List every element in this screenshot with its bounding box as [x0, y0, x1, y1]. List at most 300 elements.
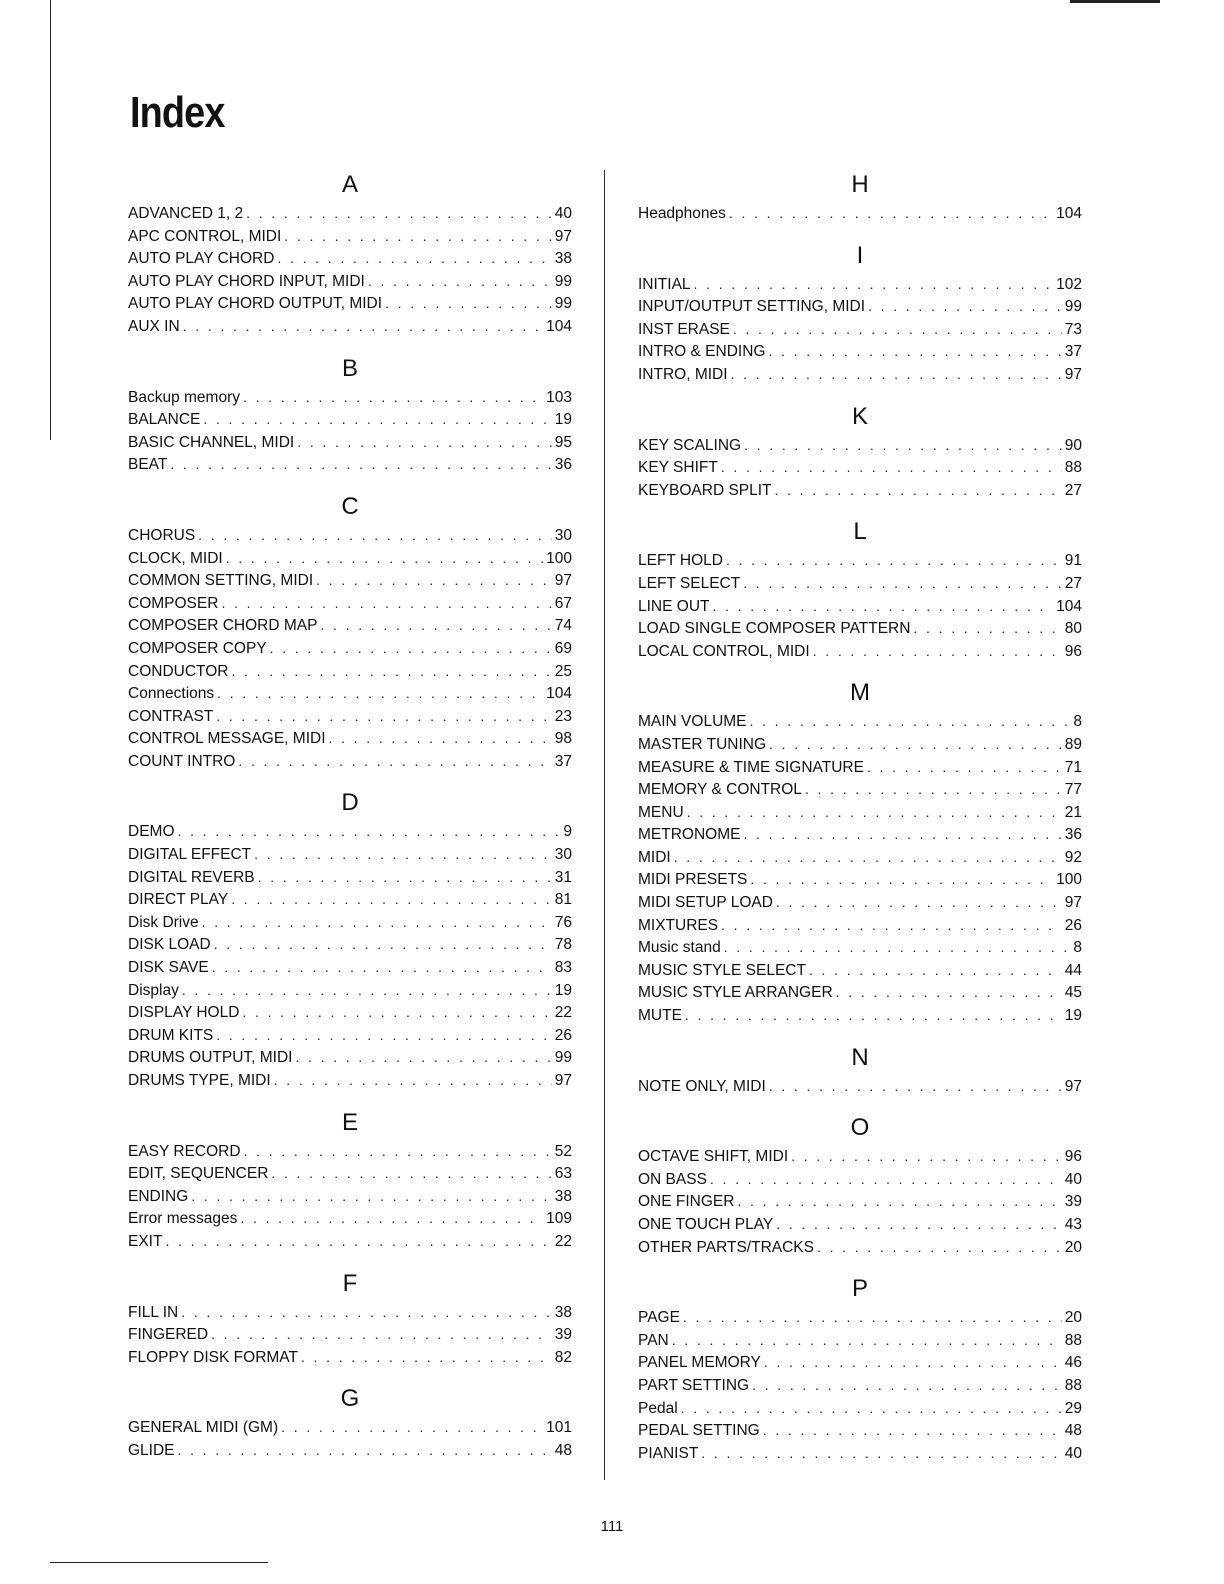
- dot-leader: [672, 1329, 1062, 1352]
- entry-page: 99: [554, 1049, 572, 1067]
- entry-term: DISK SAVE: [128, 959, 209, 977]
- section-gap: [128, 476, 572, 490]
- dot-leader: [750, 710, 1071, 733]
- entry-term: MUSIC STYLE ARRANGER: [638, 984, 833, 1002]
- section-letter: A: [341, 171, 358, 198]
- dot-leader: [813, 640, 1062, 663]
- entry-page: 88: [1064, 459, 1082, 477]
- section-letter: E: [341, 1108, 358, 1136]
- dot-leader: [170, 453, 551, 476]
- index-entry: [638, 1075, 1082, 1098]
- index-entry: [128, 1024, 572, 1047]
- entry-page: 22: [554, 1004, 572, 1022]
- dot-leader: [231, 888, 552, 911]
- entry-term: MUTE: [638, 1007, 682, 1025]
- index-entry: [638, 1329, 1082, 1352]
- entry-term: INTRO, MIDI: [638, 365, 728, 383]
- entry-page: 101: [546, 1419, 572, 1437]
- dot-leader: [752, 1374, 1062, 1397]
- index-entry: [638, 891, 1082, 914]
- dot-leader: [214, 933, 552, 956]
- dot-leader: [178, 820, 561, 843]
- entry-page: 36: [554, 456, 572, 474]
- entry-term: COMMON SETTING, MIDI: [128, 572, 314, 590]
- index-entry: [128, 1416, 572, 1439]
- entry-page: 43: [1064, 1216, 1082, 1233]
- dot-leader: [712, 595, 1053, 618]
- dot-leader: [805, 778, 1062, 801]
- section-gap: [638, 1097, 1082, 1111]
- index-entry: [638, 434, 1082, 457]
- entry-page: 100: [1056, 871, 1082, 889]
- entry-page: 19: [554, 981, 572, 999]
- dot-leader: [226, 547, 543, 570]
- dot-leader: [246, 202, 552, 225]
- index-entry: [638, 733, 1082, 756]
- entry-term: MEMORY & CONTROL: [638, 781, 802, 799]
- index-entry: [128, 750, 572, 773]
- entry-term: CONTROL MESSAGE, MIDI: [128, 730, 326, 748]
- index-entry: [638, 1419, 1082, 1442]
- entry-page: 109: [546, 1210, 572, 1228]
- entry-page: 22: [554, 1232, 572, 1250]
- entry-page: 69: [554, 639, 572, 657]
- entry-term: AUX IN: [128, 317, 180, 335]
- entry-page: 48: [554, 1441, 572, 1459]
- entry-page: 30: [554, 526, 572, 544]
- entry-term: BEAT: [128, 456, 168, 474]
- index-entry: [638, 617, 1082, 640]
- dot-leader: [701, 1442, 1061, 1465]
- entry-term: DIRECT PLAY: [128, 891, 229, 909]
- section-letter: P: [851, 1275, 868, 1303]
- entry-term: INTRO & ENDING: [638, 343, 766, 361]
- section-letter: B: [341, 354, 358, 382]
- entry-term: MAIN VOLUME: [638, 713, 747, 731]
- entry-page: 88: [1064, 1331, 1082, 1349]
- section-letter: K: [851, 402, 868, 430]
- index-entry: [638, 1306, 1082, 1329]
- entry-page: 104: [1056, 205, 1082, 222]
- entry-page: 103: [546, 388, 572, 406]
- entry-term: LINE OUT: [638, 597, 710, 615]
- dot-leader: [750, 868, 1053, 891]
- entry-page: 89: [1064, 735, 1082, 753]
- dot-leader: [165, 1230, 551, 1253]
- entry-page: 96: [1064, 1148, 1082, 1166]
- index-entry: [638, 572, 1082, 595]
- index-entry: [128, 315, 572, 338]
- entry-term: DRUM KITS: [128, 1026, 214, 1044]
- entry-term: DRUMS OUTPUT, MIDI: [128, 1049, 293, 1067]
- index-entry: [638, 273, 1082, 296]
- index-entry: [638, 640, 1082, 663]
- index-entry: [128, 569, 572, 592]
- dot-leader: [182, 979, 552, 1002]
- index-entry: [128, 547, 572, 570]
- dot-leader: [769, 733, 1062, 756]
- entry-page: 25: [554, 662, 572, 680]
- section-gap: [638, 386, 1082, 400]
- index-entry: [638, 202, 1082, 225]
- index-entry: [638, 756, 1082, 779]
- entry-term: DISPLAY HOLD: [128, 1004, 240, 1022]
- entry-term: PIANIST: [638, 1444, 699, 1462]
- dot-leader: [776, 1213, 1062, 1236]
- dot-leader: [809, 959, 1062, 982]
- dot-leader: [368, 270, 552, 293]
- index-entry: [638, 778, 1082, 801]
- index-entry: [128, 866, 572, 889]
- index-entry: [128, 1301, 572, 1324]
- entry-page: 82: [554, 1348, 572, 1366]
- entry-page: 97: [554, 1072, 572, 1089]
- entry-page: 97: [1064, 894, 1082, 912]
- index-entry: [128, 956, 572, 979]
- entry-page: 97: [554, 227, 572, 245]
- dot-leader: [731, 363, 1062, 386]
- dot-leader: [244, 1140, 552, 1163]
- section-gap: [638, 1464, 1082, 1478]
- entry-term: INPUT/OUTPUT SETTING, MIDI: [638, 298, 866, 316]
- entry-term: EXIT: [128, 1232, 163, 1250]
- index-entry: [128, 1346, 572, 1369]
- dot-leader: [181, 1301, 552, 1324]
- dot-leader: [743, 572, 1062, 595]
- entry-page: 102: [1056, 275, 1082, 293]
- entry-page: 38: [554, 250, 572, 268]
- index-entry: [638, 363, 1082, 386]
- entry-term: CLOCK, MIDI: [128, 549, 223, 567]
- dot-leader: [769, 1075, 1062, 1098]
- entry-term: FILL IN: [128, 1303, 179, 1321]
- scan-edge-line-left: [50, 0, 51, 440]
- index-entry: [128, 682, 572, 705]
- entry-term: MEASURE & TIME SIGNATURE: [638, 758, 864, 776]
- dot-leader: [221, 592, 551, 615]
- index-section-l: [638, 515, 1082, 676]
- dot-leader: [258, 866, 552, 889]
- dot-leader: [721, 914, 1062, 937]
- index-entry: [128, 270, 572, 293]
- entry-term: PART SETTING: [638, 1376, 750, 1394]
- entry-page: 27: [1064, 481, 1082, 499]
- entry-page: 38: [554, 1303, 572, 1321]
- dot-leader: [295, 1046, 551, 1069]
- entry-term: Display: [128, 981, 179, 999]
- entry-term: COMPOSER: [128, 594, 219, 612]
- entry-term: NOTE ONLY, MIDI: [638, 1077, 766, 1095]
- entry-page: 104: [546, 317, 572, 335]
- entry-page: 73: [1064, 320, 1082, 338]
- entry-term: ADVANCED 1, 2: [128, 205, 244, 222]
- entry-term: DIGITAL EFFECT: [128, 846, 252, 864]
- dot-leader: [836, 981, 1062, 1004]
- index-entry: [638, 1145, 1082, 1168]
- entry-page: 8: [1073, 713, 1082, 731]
- dot-leader: [242, 1001, 551, 1024]
- entry-page: 104: [1056, 597, 1082, 615]
- index-section-p: [638, 1272, 1082, 1478]
- entry-term: MIXTURES: [638, 916, 719, 934]
- entry-term: Connections: [128, 685, 215, 703]
- dot-leader: [685, 1004, 1062, 1027]
- index-entry: [638, 959, 1082, 982]
- index-section-a: [128, 168, 572, 352]
- entry-page: 99: [554, 295, 572, 313]
- entry-page: 31: [554, 868, 572, 886]
- dot-leader: [913, 617, 1061, 640]
- entry-page: 19: [1064, 1007, 1082, 1025]
- entry-page: 36: [1064, 826, 1082, 844]
- index-section-b: [128, 352, 572, 490]
- dot-leader: [217, 682, 543, 705]
- entry-term: PEDAL SETTING: [638, 1422, 760, 1440]
- entry-page: 99: [554, 272, 572, 290]
- dot-leader: [683, 1306, 1062, 1329]
- dot-leader: [198, 524, 552, 547]
- entry-term: GLIDE: [128, 1441, 175, 1459]
- index-entry: [638, 595, 1082, 618]
- section-gap: [638, 1258, 1082, 1272]
- entry-term: LOCAL CONTROL, MIDI: [638, 642, 810, 660]
- dot-leader: [763, 1419, 1062, 1442]
- section-gap: [638, 501, 1082, 515]
- entry-page: 39: [1064, 1193, 1082, 1211]
- entry-page: 97: [554, 572, 572, 590]
- section-gap: [128, 338, 572, 352]
- dot-leader: [178, 1439, 552, 1462]
- entry-term: KEY SHIFT: [638, 459, 718, 477]
- section-gap: [128, 1462, 572, 1476]
- index-entry: [638, 981, 1082, 1004]
- page-number: 111: [600, 1518, 624, 1535]
- entry-page: 92: [1064, 848, 1082, 866]
- entry-term: AUTO PLAY CHORD INPUT, MIDI: [128, 272, 365, 290]
- index-entry: [638, 340, 1082, 363]
- entry-term: PANEL MEMORY: [638, 1354, 761, 1372]
- section-gap: [128, 1253, 572, 1267]
- entry-term: MIDI PRESETS: [638, 871, 748, 889]
- entry-term: ONE FINGER: [638, 1193, 735, 1211]
- entry-page: 44: [1064, 961, 1082, 979]
- dot-leader: [216, 1024, 552, 1047]
- section-gap: [128, 772, 572, 786]
- entry-term: FLOPPY DISK FORMAT: [128, 1348, 298, 1366]
- index-entry: [638, 823, 1082, 846]
- entry-term: CHORUS: [128, 526, 196, 544]
- index-entry: [638, 868, 1082, 891]
- index-entry: [128, 292, 572, 315]
- entry-term: FINGERED: [128, 1326, 209, 1344]
- dot-leader: [202, 911, 552, 934]
- dot-leader: [681, 1397, 1062, 1420]
- dot-leader: [301, 1346, 552, 1369]
- dot-leader: [277, 247, 551, 270]
- index-entry: [128, 386, 572, 409]
- scan-mark-top-right: [1070, 0, 1160, 3]
- dot-leader: [274, 1069, 552, 1092]
- dot-leader: [329, 727, 552, 750]
- entry-page: 97: [1064, 1077, 1082, 1095]
- dot-leader: [243, 386, 543, 409]
- section-letter: L: [853, 518, 867, 546]
- index-entry: [128, 1207, 572, 1230]
- entry-term: Disk Drive: [128, 913, 199, 931]
- entry-term: MENU: [638, 803, 684, 821]
- entry-term: DIGITAL REVERB: [128, 868, 255, 886]
- entry-term: EASY RECORD: [128, 1142, 241, 1160]
- entry-term: ON BASS: [638, 1170, 707, 1188]
- dot-leader: [281, 1416, 543, 1439]
- dot-leader: [240, 1207, 543, 1230]
- entry-page: 40: [1064, 1444, 1082, 1462]
- index-section-i: [638, 239, 1082, 400]
- index-entry: [638, 710, 1082, 733]
- entry-term: COUNT INTRO: [128, 752, 236, 770]
- entry-page: 88: [1064, 1376, 1082, 1394]
- index-entry: [128, 843, 572, 866]
- entry-page: 99: [1064, 298, 1082, 316]
- entry-page: 29: [1064, 1399, 1082, 1417]
- dot-leader: [726, 549, 1062, 572]
- entry-page: 74: [554, 617, 572, 635]
- entry-page: 81: [554, 891, 572, 909]
- entry-term: DRUMS TYPE, MIDI: [128, 1072, 271, 1089]
- index-entry: [638, 456, 1082, 479]
- entry-page: 8: [1073, 939, 1082, 957]
- index-entry: [128, 453, 572, 476]
- index-entry: [128, 1046, 572, 1069]
- entry-term: CONDUCTOR: [128, 662, 229, 680]
- dot-leader: [212, 956, 552, 979]
- dot-leader: [211, 1323, 552, 1346]
- dot-leader: [724, 936, 1071, 959]
- entry-page: 27: [1064, 574, 1082, 592]
- dot-leader: [183, 315, 543, 338]
- section-letter: I: [856, 241, 864, 269]
- entry-term: COMPOSER CHORD MAP: [128, 617, 318, 635]
- entry-term: MIDI SETUP LOAD: [638, 894, 773, 912]
- entry-term: MUSIC STYLE SELECT: [638, 961, 806, 979]
- index-entry: [638, 801, 1082, 824]
- section-letter: C: [341, 492, 359, 520]
- index-section-n: [638, 1041, 1082, 1112]
- section-letter: N: [851, 1043, 869, 1071]
- index-entry: [638, 936, 1082, 959]
- index-entry: [638, 549, 1082, 572]
- index-entry: [638, 1374, 1082, 1397]
- index-entry: [128, 592, 572, 615]
- dot-leader: [867, 756, 1062, 779]
- entry-term: DISK LOAD: [128, 936, 211, 954]
- entry-page: 40: [1064, 1170, 1082, 1188]
- section-letter: H: [851, 171, 869, 198]
- section-letter: G: [340, 1385, 360, 1413]
- section-gap: [638, 662, 1082, 676]
- index-entry: [128, 979, 572, 1002]
- entry-page: 63: [554, 1165, 572, 1183]
- entry-page: 76: [554, 913, 572, 931]
- entry-page: 20: [1064, 1309, 1082, 1327]
- dot-leader: [203, 408, 551, 431]
- index-entry: [638, 295, 1082, 318]
- dot-leader: [254, 843, 552, 866]
- entry-page: 96: [1064, 642, 1082, 660]
- entry-term: Pedal: [638, 1399, 678, 1417]
- entry-page: 77: [1064, 781, 1082, 799]
- entry-page: 90: [1064, 436, 1082, 454]
- entry-term: LOAD SINGLE COMPOSER PATTERN: [638, 620, 911, 638]
- index-entry: [128, 911, 572, 934]
- entry-term: METRONOME: [638, 826, 741, 844]
- entry-page: 38: [554, 1187, 572, 1205]
- dot-leader: [687, 801, 1062, 824]
- entry-term: ENDING: [128, 1187, 189, 1205]
- index-column-left: [128, 168, 572, 1476]
- entry-page: 20: [1064, 1238, 1082, 1256]
- entry-page: 26: [554, 1026, 572, 1044]
- index-entry: [128, 1230, 572, 1253]
- entry-page: 91: [1064, 552, 1082, 570]
- entry-term: PAGE: [638, 1309, 680, 1327]
- index-entry: [128, 431, 572, 454]
- index-entry: [128, 1001, 572, 1024]
- index-section-m: [638, 676, 1082, 1040]
- entry-page: 39: [554, 1326, 572, 1344]
- dot-leader: [270, 637, 552, 660]
- index-entry: [128, 705, 572, 728]
- section-gap: [128, 1092, 572, 1106]
- entry-page: 26: [1064, 916, 1082, 934]
- index-entry: [638, 846, 1082, 869]
- dot-leader: [284, 225, 551, 248]
- dot-leader: [385, 292, 552, 315]
- index-entry: [128, 225, 572, 248]
- entry-term: Error messages: [128, 1210, 238, 1228]
- dot-leader: [710, 1168, 1062, 1191]
- section-letter: M: [850, 679, 870, 707]
- dot-leader: [744, 434, 1062, 457]
- entry-page: 104: [546, 685, 572, 703]
- entry-term: Music stand: [638, 939, 721, 957]
- entry-term: AUTO PLAY CHORD: [128, 250, 275, 268]
- entry-term: PAN: [638, 1331, 669, 1349]
- dot-leader: [776, 891, 1062, 914]
- index-entry: [128, 1323, 572, 1346]
- index-entry: [128, 614, 572, 637]
- entry-page: 40: [554, 205, 572, 222]
- entry-term: CONTRAST: [128, 707, 214, 725]
- dot-leader: [737, 1190, 1061, 1213]
- index-entry: [638, 1168, 1082, 1191]
- index-section-g: [128, 1382, 572, 1475]
- entry-page: 21: [1064, 803, 1082, 821]
- index-entry: [638, 914, 1082, 937]
- index-entry: [638, 1236, 1082, 1259]
- section-letter: O: [850, 1114, 870, 1142]
- section-gap: [638, 1027, 1082, 1041]
- entry-term: LEFT HOLD: [638, 552, 723, 570]
- entry-page: 19: [554, 411, 572, 429]
- entry-term: EDIT, SEQUENCER: [128, 1165, 269, 1183]
- entry-term: MIDI: [638, 848, 671, 866]
- dot-leader: [694, 273, 1054, 296]
- dot-leader: [721, 456, 1062, 479]
- index-entry: [128, 727, 572, 750]
- entry-page: 9: [563, 823, 572, 841]
- index-section-h: [638, 168, 1082, 239]
